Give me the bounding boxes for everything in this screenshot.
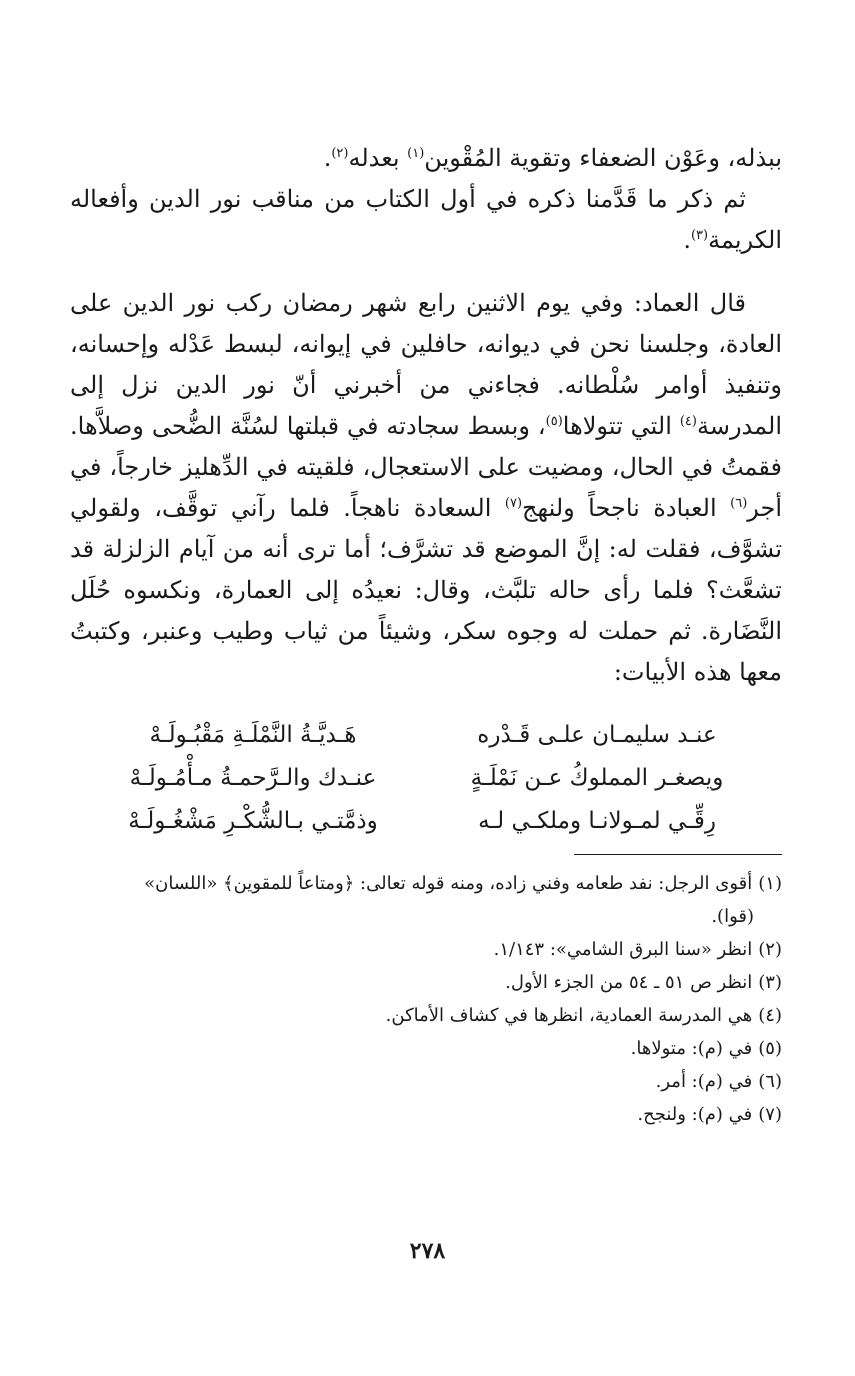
footnote-marker: (٣) [690, 228, 709, 243]
poem-verses [70, 713, 782, 842]
footnote-number: (١) [758, 873, 782, 894]
page-number: ٢٧٨ [409, 1238, 446, 1264]
paragraph [70, 179, 782, 261]
page-body [70, 138, 782, 1131]
footnote-number: (٧) [758, 1104, 782, 1125]
footnote [70, 999, 782, 1032]
verse-second-hemistich: عنـدك والـرَّحمـةُ مـأْمُـولَـهْ [129, 764, 377, 791]
paragraph-text: قال العماد: وفي يوم الاثنين رابع شهر رمضان ركب نور الدين على العادة، وجلسنا نحن في ديوانه، حافلين في إيوانه، لبسط عَدْله وإحسانه، وتنفيذ أوامر سُلْطانه. فجاءني من أخبرني أنّ نور الدين نزل إلى المدرسة [70, 289, 782, 440]
paragraph-text: . [323, 144, 332, 172]
paragraph-text: ببذله، وعَوْن الضعفاء وتقوية المُقْوين [424, 144, 782, 172]
paragraph-text: العبادة ناجحاً ولنهج [522, 494, 731, 522]
footnote-marker: (١) [407, 146, 425, 161]
verse-line [70, 799, 782, 842]
footnote-number: (٦) [758, 1071, 782, 1092]
verse-second-hemistich: وذمَّتـي بـالشُّكْـرِ مَشْغُـولَـهْ [128, 807, 378, 834]
paragraph-text: . [683, 226, 691, 254]
footnote-continuation: (قوا). [711, 906, 754, 927]
verse-first-hemistich: ويصغـر المملوكُ عـن نَمْلَـةٍ [470, 764, 724, 791]
footnote [70, 1032, 782, 1065]
paragraph-text: بعدله [348, 144, 408, 172]
footnote-text: انظر ص ٥١ ـ ٥٤ من الجزء الأول. [505, 972, 753, 993]
footnote-text: في (م): متولاها. [630, 1038, 753, 1059]
footnote-marker: (٤) [679, 414, 697, 429]
footnote-text: في (م): أمر. [655, 1071, 753, 1092]
paragraph-text: السعادة ناهجاً. فلما رآني توقَّف، ولقولي تشوَّف، فقلت له: إنَّ الموضع قد تشرَّف؛ أما ترى أنه من آيام الزلزلة قد تشعَّث؟ فلما رأى حاله تلبَّث، وقال: نعيدُه إلى العمارة، ونكسوه حُلَل النَّضَارة. ثم حملت له وجوه سكر، وشيئاً من ثياب وطيب وعنبر، وكتبتُ معها هذه الأبيات: [70, 494, 782, 686]
paragraph-text: التي تتولاها [562, 412, 680, 440]
paragraph-gap [70, 261, 782, 283]
footnote-number: (٣) [758, 972, 782, 993]
footnote-text: في (م): ولنجح. [637, 1104, 753, 1125]
footnote-number: (٥) [758, 1038, 782, 1059]
verse-second-hemistich: هَـديَّـةُ النَّمْلَـةِ مَقْبُـولَـهْ [149, 721, 357, 748]
footnote-text: انظر «سنا البرق الشامي»: ١/١٤٣. [493, 939, 753, 960]
verse-line [70, 713, 782, 756]
footnote-number: (٤) [758, 1005, 782, 1026]
footnote-marker: (٦) [730, 496, 748, 511]
paragraph-text: ثم ذكر ما قَدَّمنا ذكره في أول الكتاب من مناقب نور الدين وأفعاله الكريمة [70, 185, 782, 254]
verse-first-hemistich: رِقِّـي لمـولانـا وملكـي لـه [478, 807, 716, 834]
paragraph-text: ، وبسط سجادته في قبلتها لسُنَّة الضُّحى وصلاَّها. فقمتُ في الحال، ومضيت على الاستعجال، فلقيته في الدِّهليز خارجاً، في أجر [70, 412, 783, 522]
footnote [70, 966, 782, 999]
footnote [70, 933, 782, 966]
paragraph [70, 138, 782, 179]
footnote-separator [574, 854, 782, 855]
footnote-marker: (٧) [504, 496, 523, 511]
verse-first-hemistich: عنـد سليمـان علـى قَـدْره [477, 721, 717, 748]
footnote-marker: (٥) [545, 414, 563, 429]
footnote-marker: (٢) [331, 146, 349, 161]
footnote-text: أقوى الرجل: نفد طعامه وفني زاده، ومنه قوله تعالى: ﴿ومتاعاً للمقوين﴾ «اللسان» [144, 873, 753, 894]
footnote [70, 867, 782, 933]
footnote [70, 1065, 782, 1098]
main-text [70, 138, 782, 693]
verse-line [70, 756, 782, 799]
footnotes [70, 855, 782, 1131]
paragraph [70, 283, 782, 693]
footnote [70, 1098, 782, 1131]
footnote-text: هي المدرسة العمادية، انظرها في كشاف الأماكن. [385, 1005, 753, 1026]
footnote-number: (٢) [758, 939, 782, 960]
